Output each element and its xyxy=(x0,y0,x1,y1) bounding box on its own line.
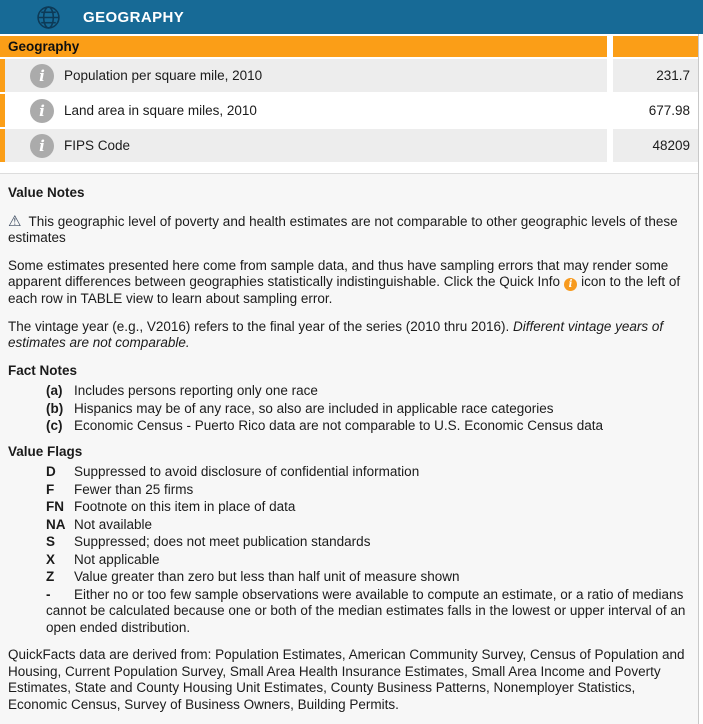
value-flag-text: Not available xyxy=(74,516,153,532)
table-row xyxy=(0,59,698,92)
vintage-note-italic: Different vintage years of estimates are not comparable. xyxy=(8,318,664,350)
row-label-cell xyxy=(0,129,607,162)
table-row xyxy=(0,94,698,127)
geography-header xyxy=(0,0,703,34)
row-label: FIPS Code xyxy=(64,138,131,153)
section-title-cell xyxy=(0,36,607,57)
value-flag-item xyxy=(8,569,688,586)
fact-note-key: (b) xyxy=(46,400,64,416)
globe-icon xyxy=(36,5,61,30)
value-flag-key: S xyxy=(46,534,56,549)
value-flag-item xyxy=(8,482,688,499)
value-flag-item xyxy=(8,534,688,551)
vintage-note-normal: The vintage year (e.g., V2016) refers to the final year of the series (2010 thru 2016). xyxy=(8,318,510,334)
vintage-note xyxy=(8,319,688,352)
value-flag-item xyxy=(8,587,688,637)
row-value: 48209 xyxy=(613,129,698,162)
sampling-note xyxy=(8,258,688,308)
quick-info-inline-icon: i xyxy=(564,278,577,291)
value-flag-key: F xyxy=(46,481,55,497)
value-flag-key: - xyxy=(46,586,51,602)
value-flag-text: Fewer than 25 firms xyxy=(74,481,194,497)
sampling-note-after: icon to the left of each row in TABLE view to learn about sampling error. xyxy=(8,274,681,306)
quick-info-icon[interactable]: i xyxy=(30,134,54,158)
value-flag-text: Suppressed; does not meet publication standards xyxy=(74,534,371,549)
sampling-note-before: Some estimates presented here come from sample data, and thus have sampling errors that may render some apparent differences between geographies statistically indistinguishable. Click the Quick Info xyxy=(8,257,669,289)
row-label: Population per square mile, 2010 xyxy=(64,68,263,83)
row-label: Land area in square miles, 2010 xyxy=(64,103,257,118)
fact-note-text: Includes persons reporting only one race xyxy=(74,383,318,398)
fact-notes-heading: Fact Notes xyxy=(8,362,78,378)
value-flag-item xyxy=(8,517,688,534)
quick-info-icon[interactable]: i xyxy=(30,99,54,123)
value-flag-item xyxy=(8,552,688,569)
page-title: GEOGRAPHY xyxy=(83,8,185,26)
value-flags-heading: Value Flags xyxy=(8,443,83,459)
derived-from-note: QuickFacts data are derived from: Population Estimates, American Community Survey, Census of Population and Housing, Current Population Survey, Small Area Health Insurance Estimates, Small Area Income and Poverty Estimates, State and County Housing Unit Estimates, County Business Patterns, Nonemployer Statistics, Economic Census, Survey of Business Owners, Building Permits. xyxy=(8,647,685,712)
value-flag-text: Value greater than zero but less than half unit of measure shown xyxy=(74,569,460,584)
value-flag-text: Not applicable xyxy=(74,551,160,567)
row-label-cell xyxy=(0,59,607,92)
value-flag-key: X xyxy=(46,551,56,567)
content-area xyxy=(0,34,699,724)
section-header-geography xyxy=(0,36,698,57)
fact-note-item xyxy=(8,418,688,435)
section-title: Geography xyxy=(8,39,80,54)
value-flag-item xyxy=(8,464,688,481)
fact-note-item xyxy=(8,383,688,400)
value-flag-key: D xyxy=(46,464,56,479)
row-label-cell xyxy=(0,94,607,127)
fact-note-text: Hispanics may be of any race, so also are included in applicable race categories xyxy=(74,400,554,416)
row-value: 677.98 xyxy=(613,94,698,127)
fact-note-key: (c) xyxy=(46,418,63,433)
notes-panel xyxy=(0,173,698,724)
value-flag-text: Either no or too few sample observations were available to compute an estimate, or a ratio of medians cannot be calculated because one or both of the median estimates falls in the lowest or upper interval of an open ended distribution. xyxy=(46,586,686,635)
value-flag-text: Footnote on this item in place of data xyxy=(74,499,296,514)
value-flag-key: FN xyxy=(46,499,64,514)
value-notes-heading: Value Notes xyxy=(8,185,85,200)
row-value: 231.7 xyxy=(613,59,698,92)
fact-note-key: (a) xyxy=(46,383,63,398)
section-value-header-cell xyxy=(613,36,698,57)
value-flag-key: NA xyxy=(46,516,66,532)
table-row xyxy=(0,129,698,162)
value-flag-text: Suppressed to avoid disclosure of confidential information xyxy=(74,464,420,479)
warning-text: This geographic level of poverty and health estimates are not comparable to other geographic levels of these estimates xyxy=(8,213,678,245)
value-flag-key: Z xyxy=(46,569,55,584)
warning-icon: ⚠ xyxy=(8,211,22,230)
quick-info-icon[interactable]: i xyxy=(30,64,54,88)
value-flag-item xyxy=(8,499,688,516)
spacer xyxy=(0,162,698,173)
fact-note-item xyxy=(8,401,688,418)
fact-note-text: Economic Census - Puerto Rico data are not comparable to U.S. Economic Census data xyxy=(74,418,604,433)
warning-note xyxy=(8,213,688,247)
